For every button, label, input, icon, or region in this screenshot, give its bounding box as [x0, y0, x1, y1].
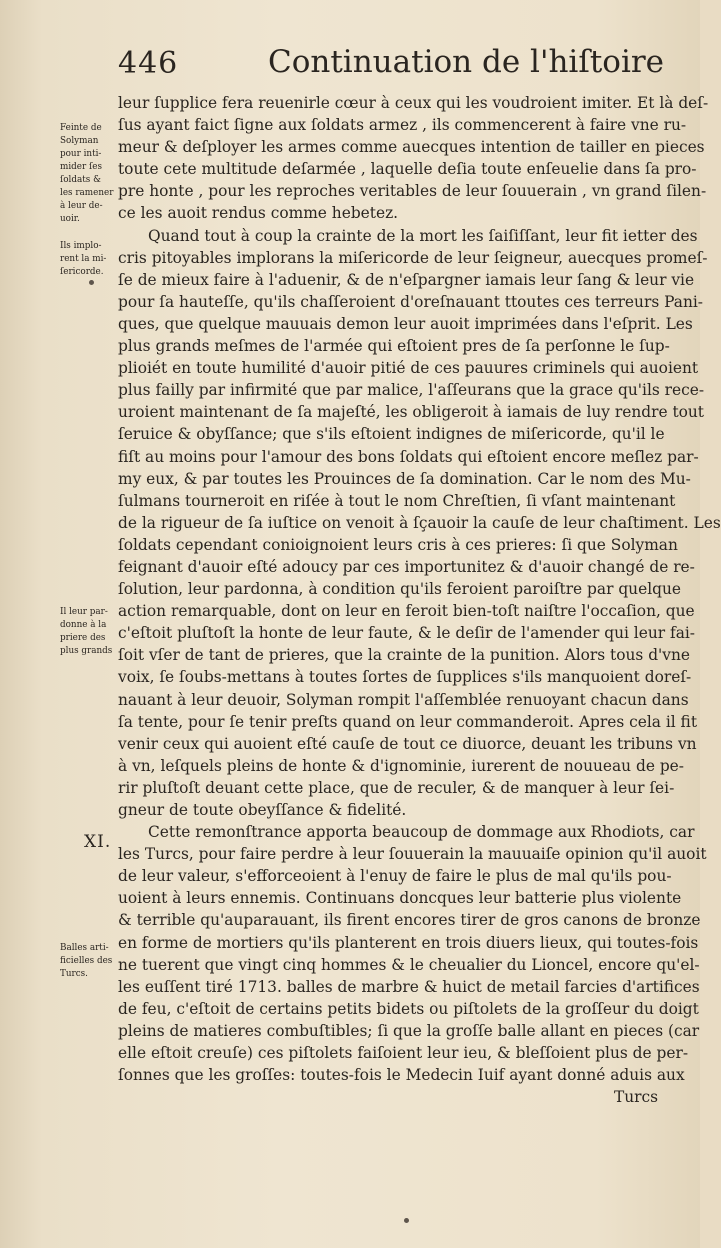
page-number: 446: [118, 46, 179, 81]
body-line: de la rigueur de ſa iuſtice on venoit à ſçauoir la cauſe de leur chaſtiment. Les: [118, 513, 721, 532]
body-line: à vn, leſquels pleins de honte & d'ignominie, iurerent de nouueau de pe-: [118, 756, 684, 775]
section-number: XI.: [84, 832, 112, 852]
margin-note-line: plus grands: [60, 646, 113, 656]
body-line: Cette remonſtrance apporta beaucoup de dommage aux Rhodiots, car: [148, 823, 695, 842]
body-line: plus grands meſmes de l'armée qui eſtoient pres de ſa perſonne le ſup-: [118, 337, 670, 356]
body-line: ſeruice & obyſſance; que s'ils eſtoient indignes de miſericorde, qu'il le: [118, 425, 665, 444]
body-line: rir pluſtoſt deuant cette place, que de reculer, & de manquer à leur ſei-: [118, 778, 675, 797]
margin-note-line: Balles arti-: [60, 943, 109, 953]
body-line: les euſſent tiré 1713. balles de marbre & huict de metail farcies d'artifices: [118, 977, 700, 996]
margin-note: [60, 240, 106, 279]
running-title: Continuation de l'hiſtoire: [268, 44, 665, 80]
body-line: pleins de matieres combuſtibles; ſi que la groſſe balle allant en pieces (car: [118, 1021, 700, 1040]
margin-note-line: ſoldats &: [60, 175, 101, 185]
catchword: Turcs: [613, 1088, 658, 1107]
margin-note-line: donne à la: [60, 620, 107, 630]
body-line: voix, ſe ſoubs-mettans à toutes ſortes de ſupplices s'ils manquoient doreſ-: [118, 668, 692, 687]
body-line: pre honte , pour les reproches veritables de leur ſouuerain , vn grand ſilen-: [118, 182, 707, 201]
ink-spot: [89, 280, 94, 285]
body-line: action remarquable, dont on leur en feroit bien-toſt naiſtre l'occaſion, que: [118, 602, 695, 621]
body-line: c'eſtoit pluſtoſt la honte de leur faute, & le deſir de l'amender qui leur fai-: [118, 624, 695, 643]
margin-note-line: Solyman: [60, 136, 99, 146]
body-line: plioiét en toute humilité d'auoir pitié de ces pauures criminels qui auoient: [118, 359, 699, 378]
body-line: de feu, c'eſtoit de certains petits bidets ou piſtolets de la groſſeur du doigt: [118, 999, 699, 1018]
margin-note-line: Turcs.: [60, 969, 88, 979]
body-line: venir ceux qui auoient eſté cauſe de tout ce diuorce, deuant les tribuns vn: [118, 734, 697, 753]
margin-note-line: Il leur par-: [60, 607, 108, 617]
body-line: fiſt au moins pour l'amour des bons ſoldats qui eſtoient encore meſlez par-: [118, 447, 699, 466]
page-header: [110, 40, 665, 84]
margin-note-line: uoir.: [60, 214, 80, 224]
body-line: ſus ayant faict ſigne aux ſoldats armez , ils commencerent à faire vne ru-: [118, 116, 687, 135]
body-line: toute cete multitude deſarmée , laquelle deſia toute enſeuelie dans ſa pro-: [118, 160, 697, 179]
body-line: ſe de mieux faire à l'aduenir, & de n'eſpargner iamais leur ſang & leur vie: [118, 270, 695, 289]
margin-note-line: Feinte de: [60, 123, 102, 133]
margin-note-line: rent la mi-: [60, 254, 107, 264]
body-line: & terrible qu'auparauant, ils firent encores tirer de gros canons de bronze: [118, 911, 701, 930]
body-line: en forme de mortiers qu'ils planterent en trois diuers lieux, qui toutes-fois: [118, 933, 699, 952]
body-line: ſoit vſer de tant de prieres, que la crainte de la punition. Alors tous d'vne: [118, 646, 690, 665]
body-line: my eux, & par toutes les Prouinces de ſa domination. Car le nom des Mu-: [118, 469, 691, 488]
body-line: ſoldats cependant conioignoient leurs cris à ces prieres: ſi que Solyman: [118, 535, 678, 554]
body-line: cris pitoyables implorans la miſericorde de leur ſeigneur, auecques promeſ-: [118, 248, 708, 267]
body-line: les Turcs, pour faire perdre à leur ſouuerain la mauuaiſe opinion qu'il auoit: [118, 845, 707, 864]
ink-spot: [404, 1218, 409, 1223]
margin-note-line: à leur de-: [60, 201, 103, 211]
body-line: meur & deſployer les armes comme auecques intention de tailler en pieces: [118, 138, 705, 157]
body-line: uoient à leurs ennemis. Continuans doncques leur batterie plus violente: [118, 889, 682, 908]
margin-note: [60, 606, 112, 658]
body-line: nauant à leur deuoir, Solyman rompit l'aſſemblée renuoyant chacun dans: [118, 690, 689, 709]
body-line: feignant d'auoir eſté adoucy par ces importunitez & d'auoir changé de re-: [118, 557, 695, 576]
body-line: ce les auoit rendus comme hebetez.: [118, 204, 399, 223]
margin-note-line: priere des: [60, 633, 106, 643]
body-line: ne tuerent que vingt cinq hommes & le cheualier du Lioncel, encore qu'el-: [118, 955, 700, 974]
body-line: elle eſtoit creuſe) ces piſtolets faiſoient leur ieu, & bleſſoient plus de per-: [118, 1044, 689, 1063]
body-line: ques, que quelque mauuais demon leur auoit imprimées dans l'eſprit. Les: [118, 314, 693, 333]
body-line: uroient maintenant de ſa majeſté, les obligeroit à iamais de luy rendre tout: [118, 403, 704, 422]
margin-note-line: mider ſes: [60, 162, 102, 172]
body-line: ſolution, leur pardonna, à condition qu'ils feroient paroiſtre par quelque: [118, 580, 681, 599]
margin-note-line: les ramener: [60, 188, 114, 198]
margin-note-line: pour inti-: [60, 149, 102, 159]
body-line: plus failly par infirmité que par malice, l'aſſeurans que la grace qu'ils rece-: [118, 381, 705, 400]
body-line: ſa tente, pour ſe tenir preſts quand on leur commanderoit. Apres cela il fit: [118, 712, 698, 731]
body-line: Quand tout à coup la crainte de la mort les ſaiſiſſant, leur fit ietter des: [148, 226, 698, 245]
body-line: ſulmans tourneroit en riſée à tout le nom Chreſtien, ſi vſant maintenant: [118, 491, 676, 510]
margin-note: [60, 122, 113, 226]
body-line: pour ſa hauteſſe, qu'ils chaſſeroient d'oreſnauant ttoutes ces terreurs Pani-: [118, 292, 703, 311]
margin-note-line: ſericorde.: [60, 267, 104, 277]
margin-note: [60, 942, 112, 981]
body-line: leur ſupplice fera reuenirle cœur à ceux qui les voudroient imiter. Et là deſ-: [118, 94, 709, 112]
body-line: gneur de toute obeyſſance & fidelité.: [118, 801, 407, 819]
body-line: ſonnes que les groſſes: toutes-fois le Medecin Iuif ayant donné aduis aux: [118, 1066, 685, 1085]
margin-note-line: Ils implo-: [60, 241, 102, 251]
margin-note-line: ficielles des: [60, 956, 113, 966]
body-line: de leur valeur, s'efforceoient à l'enuy de faire le plus de mal qu'ils pou-: [118, 867, 672, 886]
body-text: [118, 92, 721, 1107]
